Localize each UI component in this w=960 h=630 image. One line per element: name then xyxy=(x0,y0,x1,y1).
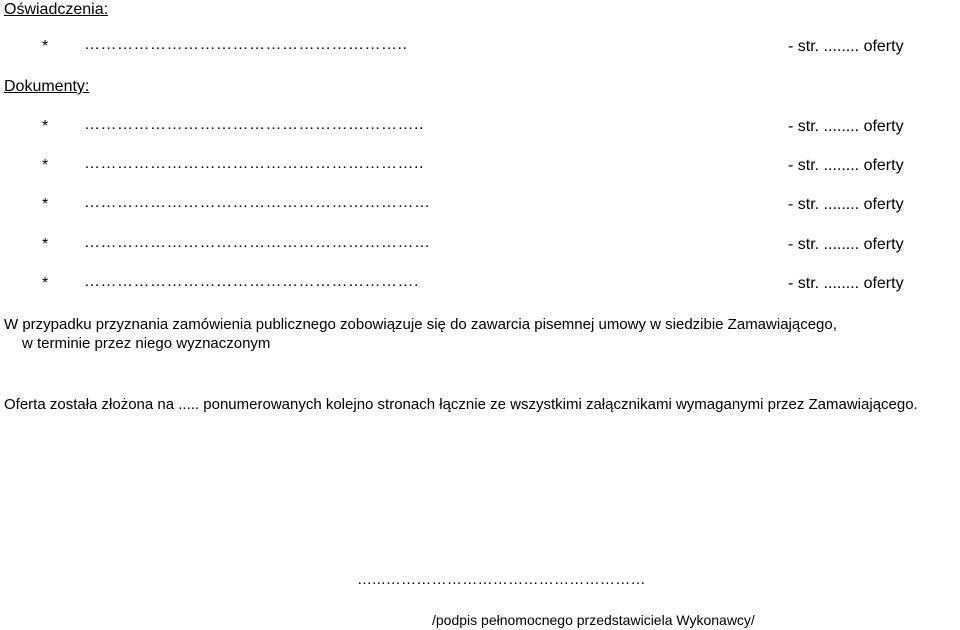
dokumenty-item-star: * xyxy=(42,275,49,292)
dokumenty-heading: Dokumenty: xyxy=(4,78,90,95)
dokumenty-item-page-ref: - str. ........ oferty xyxy=(788,275,904,292)
signature-caption: /podpis pełnomocnego przedstawiciela Wykonawcy/ xyxy=(432,612,755,628)
dokumenty-item-dots: ……………………………………………………… xyxy=(84,194,431,211)
obligation-paragraph xyxy=(4,315,956,353)
dokumenty-item-star: * xyxy=(42,157,49,174)
dokumenty-item-star: * xyxy=(42,236,49,253)
dokumenty-item-star: * xyxy=(42,118,49,135)
dokumenty-item-page-ref: - str. ........ oferty xyxy=(788,196,904,213)
obligation-line-2: w terminie przez niego wyznaczonym xyxy=(22,335,271,352)
dokumenty-item-star: * xyxy=(42,196,49,213)
dokumenty-item-page-ref: - str. ........ oferty xyxy=(788,236,904,253)
dokumenty-item-dots: ……………………………………………………. xyxy=(84,273,419,290)
oswiadczenia-item-page-ref: - str. ........ oferty xyxy=(788,38,904,55)
dokumenty-item-dots: …………………………………………………….. xyxy=(84,155,424,172)
obligation-line-1: W przypadku przyznania zamówienia publicznego zobowiązuje się do zawarcia pisemnej umowy w siedzibie Zamawiającego, xyxy=(4,316,837,333)
dokumenty-item-page-ref: - str. ........ oferty xyxy=(788,157,904,174)
dokumenty-item-page-ref: - str. ........ oferty xyxy=(788,118,904,135)
signature-line: …...…………………………………………… xyxy=(357,571,646,588)
oswiadczenia-heading: Oświadczenia: xyxy=(4,1,109,18)
dokumenty-item-dots: …………………………………………………….. xyxy=(84,116,424,133)
oswiadczenia-item-dots: ………………………………………………….. xyxy=(84,36,408,53)
offer-page-count-note: Oferta została złożona na ..... ponumerowanych kolejno stronach łącznie ze wszystkimi załącznikami wymaganymi przez Zamawiającego. xyxy=(4,396,918,413)
dokumenty-item-dots: ……………………………………………………… xyxy=(84,234,431,251)
oswiadczenia-item-star: * xyxy=(42,38,49,55)
